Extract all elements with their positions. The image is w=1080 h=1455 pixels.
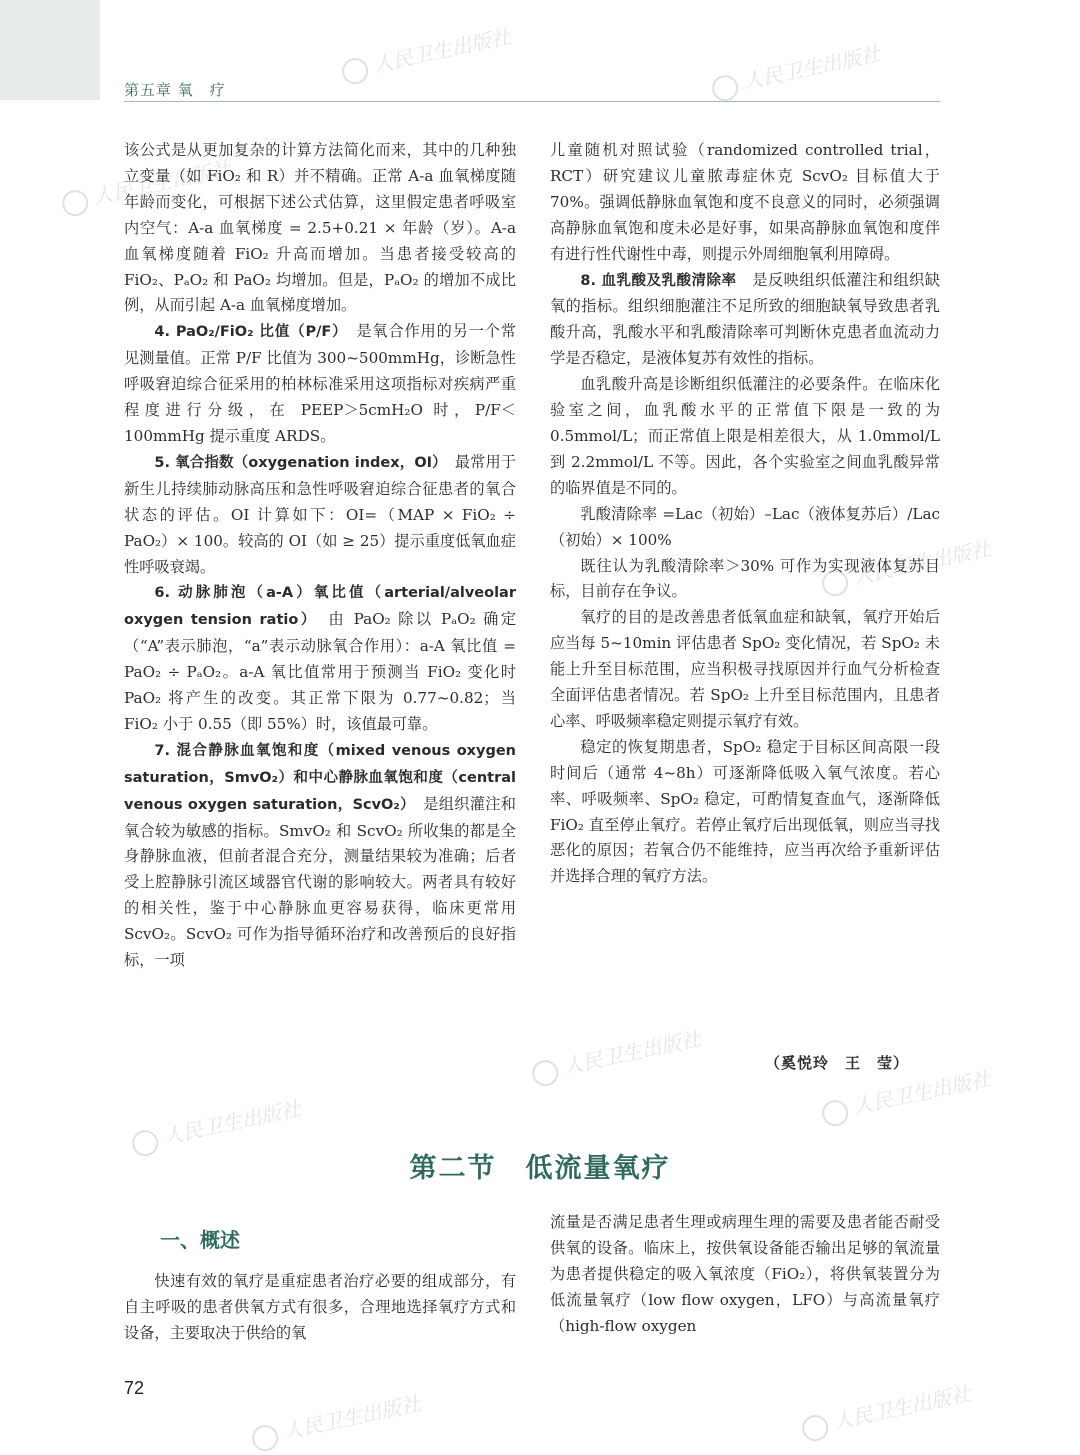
paragraph: 4. PaO₂/FiO₂ 比值（P/F） 是氧合作用的另一个常见测量值。正常 P/F 比值为 300~500mmHg，诊断急性呼吸窘迫综合征采用的柏林标准采用这项指标对疾病严重程度进行分级，在 PEEP＞5cmH₂O 时，P/F＜100mmHg 提示重度 ARDS。 bbox=[124, 322, 517, 445]
lower-right-column bbox=[550, 1210, 940, 1340]
seal-icon bbox=[820, 1097, 851, 1128]
item-heading: 8. 血乳酸及乳酸清除率 bbox=[580, 272, 737, 289]
paragraph: 流量是否满足患者生理或病理生理的需要及患者能否耐受供氧的设备。临床上，按供氧设备能否输出足够的氧流量为患者提供稳定的吸入氧浓度（FiO₂），将供氧装置分为低流量氧疗（low flow oxygen，LFO）与高流量氧疗（high-flow oxygen bbox=[550, 1213, 940, 1335]
left-column bbox=[124, 138, 516, 974]
formula: 乳酸清除率 =Lac（初始）–Lac（液体复苏后）/Lac（初始）× 100% bbox=[550, 504, 940, 549]
item-heading: 5. 氧合指数（oxygenation index，OI） bbox=[154, 454, 440, 471]
paragraph: 该公式是从更加复杂的计算方法简化而来，其中的几种独立变量（如 FiO₂ 和 R）并不精确。正常 A-a 血氧梯度随年龄而变化，可根据下述公式估算，这里假定患者呼吸室内空气：A-a 血氧梯度 = 2.5+0.21 × 年龄（岁）。A-a 血氧梯度随着 FiO₂ 升高而增加。当患者接受较高的 FiO₂、PₐO₂ 和 PaO₂ 均增加。但是，PₐO₂ 的增加不成比例，从而引起 A-a 血氧梯度增加。 bbox=[124, 141, 516, 315]
watermark: 人民卫生出版社 bbox=[819, 532, 994, 598]
header-rule bbox=[124, 101, 940, 102]
running-header: 第五章 氧 疗 bbox=[124, 81, 226, 99]
watermark: 人民卫生出版社 bbox=[709, 37, 884, 103]
paragraph: 既往认为乳酸清除率＞30% 可作为实现液体复苏目标，目前存在争议。 bbox=[550, 556, 940, 601]
watermark: 人民卫生出版社 bbox=[819, 1062, 994, 1128]
paragraph: 7. 混合静脉血氧饱和度（mixed venous oxygen saturation，SmvO₂）和中心静脉血氧饱和度（central venous oxygen saturation，ScvO₂） 是组织灌注和氧合较为敏感的指标。SmvO₂ 和 ScvO₂ 所收集的都是全身静脉血液，但前者混合充分，测量结果较为准确；后者受上腔静脉引流区域器官代谢的影响较大。两者具有较好的相关性，鉴于中心静脉血更容易获得，临床更常用 ScvO₂。ScvO₂ 可作为指导循环治疗和改善预后的良好指标，一项 bbox=[124, 742, 516, 970]
watermark: 人民卫生出版社 bbox=[339, 20, 514, 86]
paragraph: 8. 血乳酸及乳酸清除率 是反映组织低灌注和组织缺氧的指标。组织细胞灌注不足所致的细胞缺氧导致患者乳酸升高，乳酸水平和乳酸清除率可判断休克患者血流动力学是否稳定，是液体复苏有效性的指标。 bbox=[550, 270, 941, 368]
page-number: 72 bbox=[124, 1378, 145, 1398]
paragraph: 氧疗的目的是改善患者低氧血症和缺氧，氧疗开始后应当每 5~10min 评估患者 SpO₂ 变化情况，若 SpO₂ 未能上升至目标范围，应当积极寻找原因并行血气分析检查全面评估患者情况。若 SpO₂ 上升至目标范围内，且患者心率、呼吸频率稳定则提示氧疗有效。 bbox=[550, 608, 940, 730]
watermark: 人民卫生出版社 bbox=[799, 1377, 974, 1443]
watermark: 人民卫生出版社 bbox=[529, 1022, 704, 1088]
authors: （奚悦玲 王 莹） bbox=[765, 1054, 910, 1072]
watermark: 人民卫生出版社 bbox=[129, 1092, 304, 1158]
paragraph: 6. 动脉肺泡（a-A）氧比值（arterial/alveolar oxygen tension ratio） 由 PaO₂ 除以 PₐO₂ 确定（“A”表示肺泡，“a”表示动脉氧合作用）：a-A 氧比值 = PaO₂ ÷ PₐO₂。a-A 氧比值常用于预测当 FiO₂ 变化时 PaO₂ 将产生的改变。其正常下限为 0.77~0.82；当 FiO₂ 小于 0.55（即 55%）时，该值最可靠。 bbox=[124, 585, 517, 733]
seal-icon bbox=[60, 187, 91, 218]
paragraph: 快速有效的氧疗是重症患者治疗必要的组成部分，有自主呼吸的患者供氧方式有很多，合理地选择氧疗方式和设备，主要取决于供给的氧 bbox=[124, 1272, 516, 1342]
item-heading: 4. PaO₂/FiO₂ 比值（P/F） bbox=[154, 324, 341, 341]
section-title: 第二节 低流量氧疗 bbox=[409, 1153, 671, 1184]
item-heading: 6. 动脉肺泡（a-A）氧比值（arterial/alveolar oxygen tension ratio） bbox=[124, 585, 516, 629]
watermark: 人民卫生出版社 bbox=[249, 1387, 424, 1453]
paragraph: 5. 氧合指数（oxygenation index，OI） 最常用于新生儿持续肺动脉高压和急性呼吸窘迫综合征患者的氧合状态的评估。OI 计算如下：OI=（MAP × FiO₂ ÷ PaO₂）× 100。较高的 OI（如 ≥ 25）提示重度低氧血症性呼吸衰竭。 bbox=[124, 452, 516, 576]
right-column bbox=[550, 138, 940, 890]
item-heading: 7. 混合静脉血氧饱和度（mixed venous oxygen saturation，SmvO₂）和中心静脉血氧饱和度（central venous oxygen saturation，ScvO₂） bbox=[124, 742, 516, 813]
paragraph: 稳定的恢复期患者，SpO₂ 稳定于目标区间高限一段时间后（通常 4~8h）可逐渐降低吸入氧气浓度。若心率、呼吸频率、SpO₂ 稳定，可酌情复查血气，逐渐降低 FiO₂ 直至停止氧疗。若停止氧疗后出现低氧，则应当寻找恶化的原因；若氧合仍不能维持，应当再次给予重新评估并选择合理的氧疗方法。 bbox=[550, 737, 940, 886]
corner-tab bbox=[0, 0, 100, 100]
seal-icon bbox=[800, 1412, 831, 1443]
lower-left-column bbox=[124, 1269, 516, 1347]
watermark: 人民卫生出版社 bbox=[59, 152, 234, 218]
seal-icon bbox=[710, 72, 741, 103]
seal-icon bbox=[340, 55, 371, 86]
seal-icon bbox=[530, 1057, 561, 1088]
seal-icon bbox=[250, 1422, 281, 1453]
paragraph: 血乳酸升高是诊断组织低灌注的必要条件。在临床化验室之间，血乳酸水平的正常值下限是一致的为 0.5mmol/L；而正常值上限是相差很大，从 1.0mmol/L 到 2.2mmol/L 不等。因此，各个实验室之间血乳酸异常的临界值是不同的。 bbox=[550, 375, 940, 497]
paragraph: 儿童随机对照试验（randomized controlled trial，RCT）研究建议儿童脓毒症休克 ScvO₂ 目标值大于 70%。强调低静脉血氧饱和度不良意义的同时，必须强调高静脉血氧饱和度未必是好事，如果高静脉血氧饱和度伴有进行性代谢性中毒，则提示外周细胞氧利用障碍。 bbox=[550, 141, 940, 263]
subsection-title: 一、概述 bbox=[160, 1228, 240, 1252]
